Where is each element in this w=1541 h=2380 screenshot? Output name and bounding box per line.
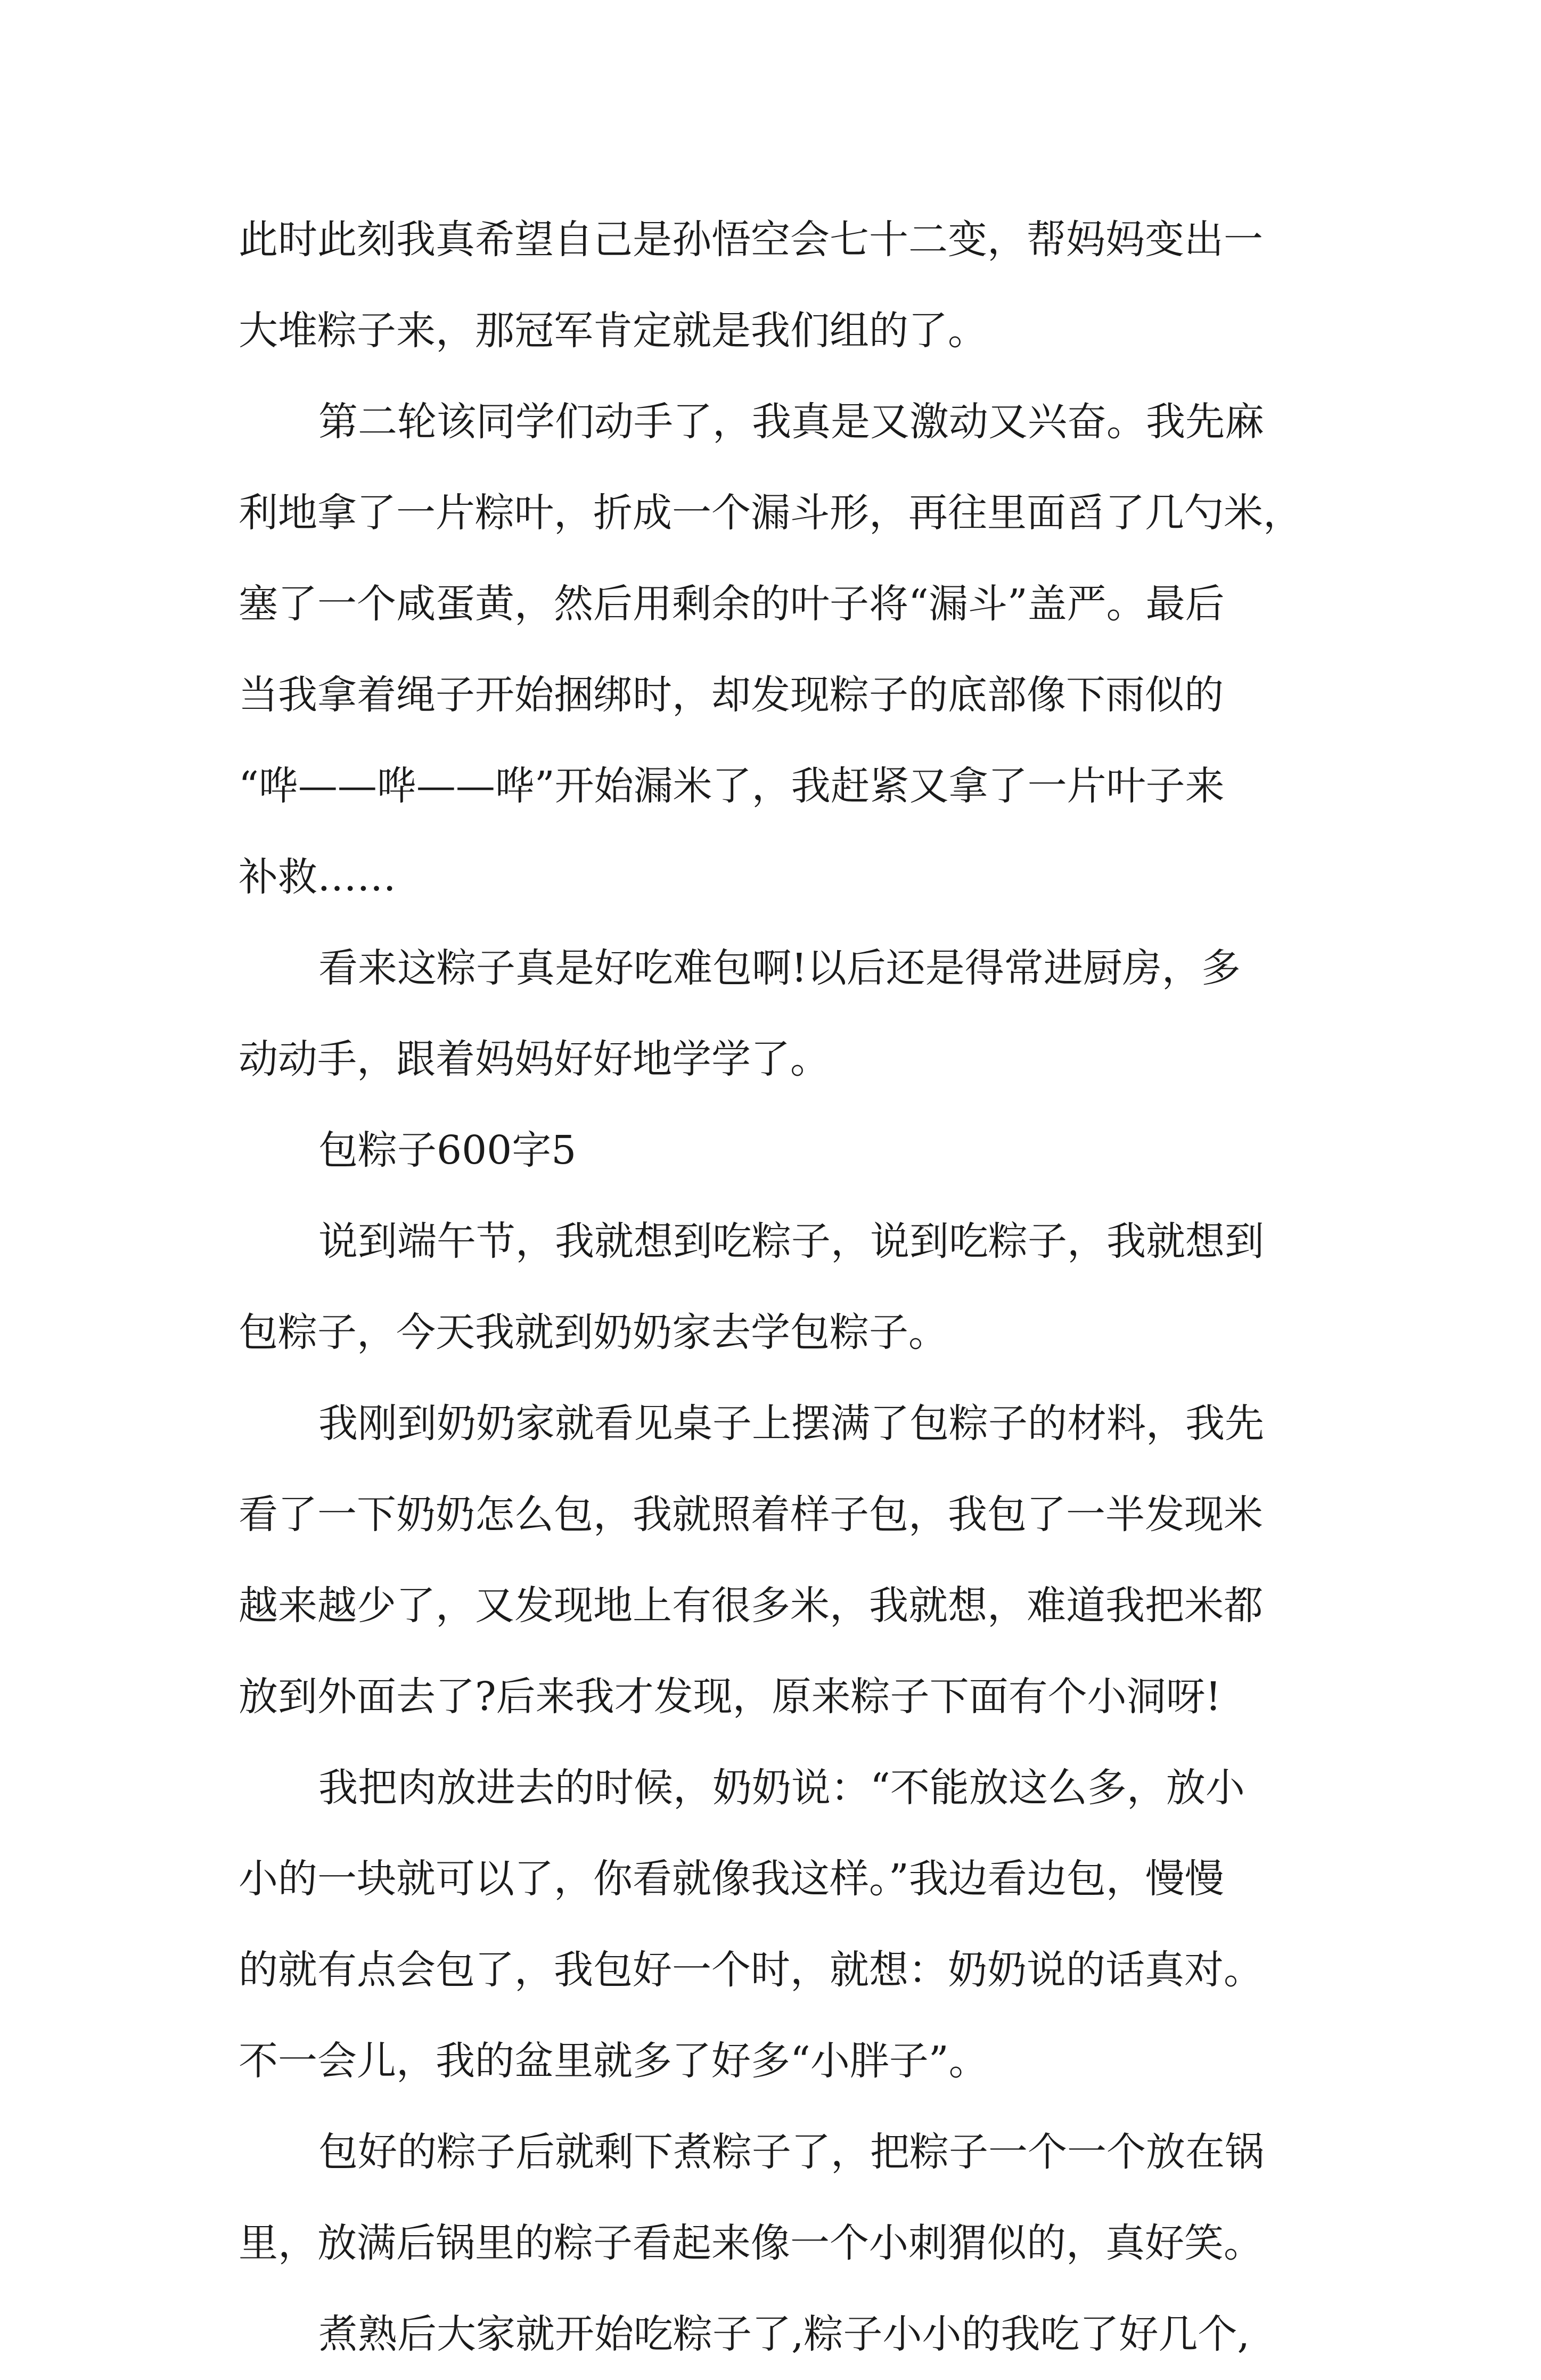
section-heading: 包粽子600字5 bbox=[318, 1127, 577, 1173]
text-line: 越来越少了，又发现地上有很多米，我就想，难道我把米都 bbox=[239, 1583, 1263, 1629]
text-line: 补救…… bbox=[239, 854, 396, 900]
text-line: 的就有点会包了，我包好一个时，就想：奶奶说的话真对。 bbox=[239, 1947, 1263, 1993]
text-line: 此时此刻我真希望自己是孙悟空会七十二变，帮妈妈变出一 bbox=[239, 217, 1263, 263]
paragraph-start-line: 我把肉放进去的时候，奶奶说：“不能放这么多，放小 bbox=[318, 1765, 1245, 1811]
paragraph-start-line: 看来这粽子真是好吃难包啊!以后还是得常进厨房，多 bbox=[318, 945, 1241, 991]
paragraph-start-line: 第二轮该同学们动手了，我真是又激动又兴奋。我先麻 bbox=[318, 399, 1264, 445]
text-line: 小的一块就可以了，你看就像我这样。”我边看边包，慢慢 bbox=[239, 1856, 1224, 1902]
body-text bbox=[239, 194, 1325, 2380]
text-line: 看了一下奶奶怎么包，我就照着样子包，我包了一半发现米 bbox=[239, 1492, 1263, 1537]
text-line: 大堆粽子来，那冠军肯定就是我们组的了。 bbox=[239, 308, 987, 354]
text-line: 不一会儿，我的盆里就多了好多“小胖子”。 bbox=[239, 2038, 988, 2084]
text-line: 利地拿了一片粽叶，折成一个漏斗形，再往里面舀了几勺米， bbox=[239, 490, 1302, 536]
text-line: 塞了一个咸蛋黄，然后用剩余的叶子将“漏斗”盖严。最后 bbox=[239, 581, 1225, 627]
text-line: 动动手，跟着妈妈好好地学学了。 bbox=[239, 1036, 830, 1082]
paragraph-start-line: 包好的粽子后就剩下煮粽子了，把粽子一个一个放在锅 bbox=[318, 2129, 1264, 2175]
paragraph-start-line: 煮熟后大家就开始吃粽子了,粽子小小的我吃了好几个, bbox=[318, 2311, 1250, 2357]
text-line: 里，放满后锅里的粽子看起来像一个小刺猬似的，真好笑。 bbox=[239, 2220, 1263, 2266]
text-line: 当我拿着绳子开始捆绑时，却发现粽子的底部像下雨似的 bbox=[239, 672, 1224, 718]
text-line: 包粽子，今天我就到奶奶家去学包粽子。 bbox=[239, 1310, 948, 1355]
text-line: “哗——哗——哗”开始漏米了，我赶紧又拿了一片叶子来 bbox=[239, 763, 1225, 809]
text-line: 放到外面去了?后来我才发现，原来粽子下面有个小洞呀! bbox=[239, 1674, 1222, 1720]
paragraph-start-line: 我刚到奶奶家就看见桌子上摆满了包粽子的材料，我先 bbox=[318, 1401, 1264, 1446]
paragraph-start-line: 说到端午节，我就想到吃粽子，说到吃粽子，我就想到 bbox=[318, 1218, 1264, 1264]
